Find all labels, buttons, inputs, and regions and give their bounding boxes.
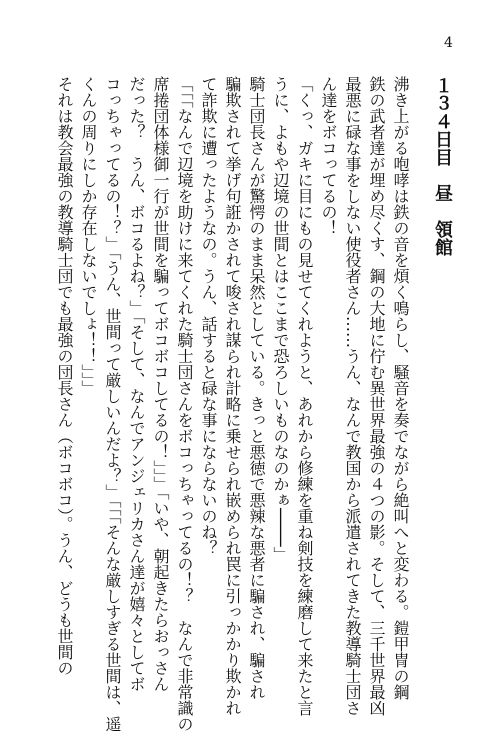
text-line: くんの周りにしか存在しないでしょ！！」」」 [79,76,98,396]
text-line: 騙欺されて挙げ句誑かされて唆され謀られ計略に乗せられ嵌められ罠に引っかかり欺かれ [223,76,242,716]
text-line: それは教会最強の教導騎士団でも最強の団長さん（ボコボコ）。うん、どうも世間の [55,76,74,676]
text-line: て詐欺に遭ったようなの。うん、話すると碌な事にならないのね？ [199,76,218,556]
text-line: 席捲団体様御一行が世間を騙ってボコボコしてるの！」」」「いや、朝起きたらおっさん [151,76,170,692]
chapter-title: １３４日目 昼 領館 [432,76,453,256]
text-line: うに、よもや辺境の世間とはここまで恐ろしいものなのかぁ────」 [271,76,290,563]
text-line: 騎士団長さんが驚愕のまま呆然としている。きっと悪徳で悪辣な悪者に騙され、騙され [247,76,266,700]
text-line: コっちゃってるの！？」「うん、世間って厳しいんだよ？」「「「そんな厳しすぎる世間は、遥 [103,76,122,732]
text-line: 「「「なんで辺境を助けに来てくれた騎士団さんをボコっちゃってるの！？ なんで非常識の [175,76,194,732]
text-line: 「くっ、ガキに目にもの見せてくれようと、あれから修練を重ね剣技を練磨して来たと言 [295,76,314,716]
text-line: だった？ うん、ボコるよね？」「そして、なんでアンジェリカさん達が嬉々としてボ [127,76,146,692]
page-number: 4 [444,35,453,51]
novel-text-block [52,76,454,732]
text-line: 沸き上がる咆哮は鉄の音を煩く鳴らし、騒音を奏でながら絶叫へと変わる。鎧甲冑の鋼 [391,76,410,700]
text-line: ん達をボコってるの！ [319,76,338,236]
text-line: 鉄の武者達が埋め尽くす、鋼の大地に佇む異世界最強の４つの影。そして、三千世界最凶 [367,76,386,716]
text-line: 最悪に碌な事をしない使役者さん……うん、なんで教国から派遣されてきた教導騎士団さ [343,76,362,716]
